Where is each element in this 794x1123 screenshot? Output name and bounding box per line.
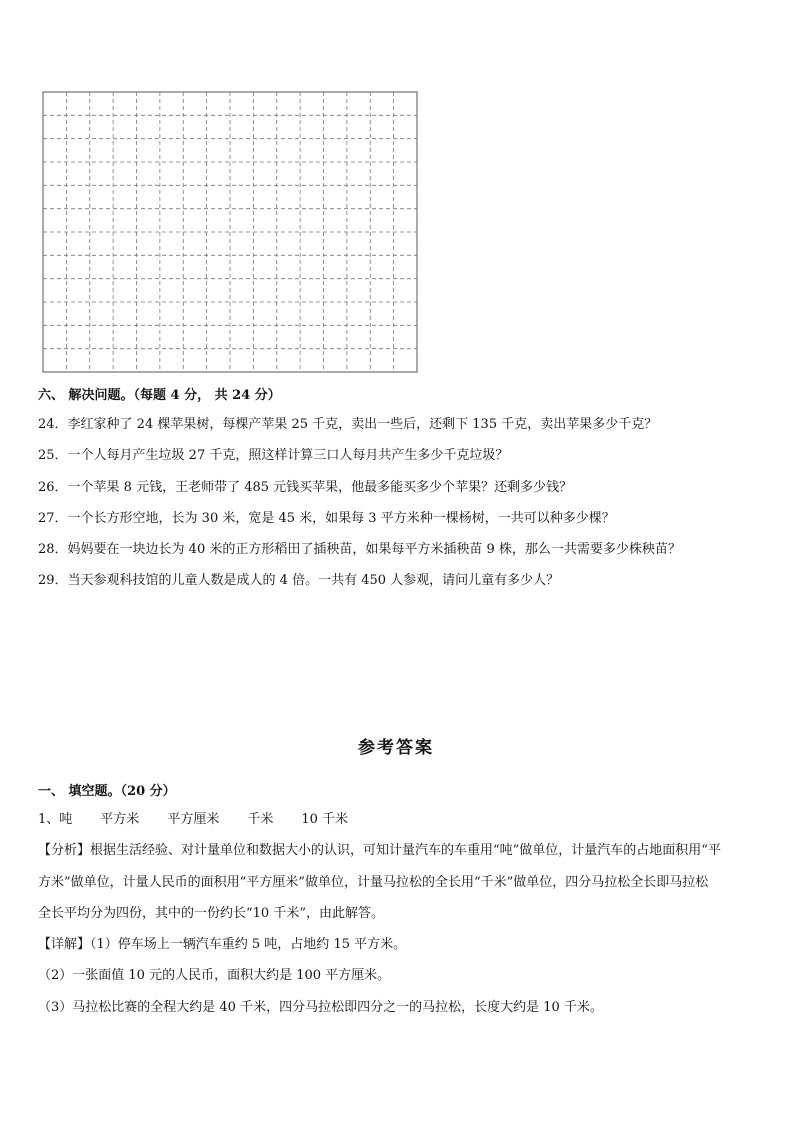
question-27: 27．一个长方形空地，长为 30 米，宽是 45 米，如果每 3 平方米种一棵杨树，一共可以种多少棵？ (38, 511, 615, 526)
analysis-line-1: 【分析】根据生活经验、对计量单位和数据大小的认识，可知计量汽车的车重用“吨”做单位，计量汽车的占地面积用“平 (38, 843, 721, 858)
question-24: 24．李红家种了 24 棵苹果树，每棵产苹果 25 千克，卖出一些后，还剩下 135 千克，卖出苹果多少千克？ (38, 417, 658, 432)
answer-1-unit-2: 平方米 (100, 812, 140, 827)
answers-title: 参考答案 (358, 738, 434, 758)
analysis-line-2: 方米”做单位，计量人民币的面积用“平方厘米”做单位，计量马拉松的全长用“千米”做单位，四分马拉松全长即马拉松 (38, 875, 709, 890)
question-25: 25．一个人每月产生垃圾 27 千克，照这样计算三口人每月共产生多少千克垃圾？ (38, 448, 509, 463)
answer-grid (42, 91, 418, 373)
question-26: 26．一个苹果 8 元钱，王老师带了 485 元钱买苹果，他最多能买多少个苹果？还剩多少钱？ (38, 480, 573, 495)
question-28: 28．妈妈要在一块边长为 40 米的正方形稻田了插秧苗，如果每平方米插秧苗 9 株，那么一共需要多少株秧苗？ (38, 542, 681, 557)
section-heading-6: 六、 解决问题。（每题 4 分， 共 24 分） (38, 388, 281, 403)
question-29: 29．当天参观科技馆的儿童人数是成人的 4 倍。一共有 450 人参观，请问儿童有多少人？ (38, 573, 560, 588)
answer-1-unit-3: 平方厘米 (167, 812, 220, 827)
answers-section-heading-1: 一、 填空题。（20 分） (38, 784, 176, 799)
answer-1-unit-4: 千米 (247, 812, 274, 827)
detail-line-2: （2）一张面值 10 元的人民币，面积大约是 100 平方厘米。 (38, 968, 391, 983)
answer-1-unit-1: 吨 (59, 812, 73, 827)
detail-line-1: 【详解】（1）停车场上一辆汽车重约 5 吨，占地约 15 平方米。 (38, 937, 407, 952)
analysis-line-3: 全长平均分为四份，其中的一份约长“10 千米”，由此解答。 (38, 906, 384, 921)
detail-line-3: （3）马拉松比赛的全程大约是 40 千米，四分马拉松即四分之一的马拉松，长度大约是 10 千米。 (38, 1000, 603, 1015)
answer-1-unit-5: 10 千米 (301, 812, 349, 827)
answer-1-number: 1、 (38, 812, 60, 827)
answer-1 (38, 811, 376, 829)
